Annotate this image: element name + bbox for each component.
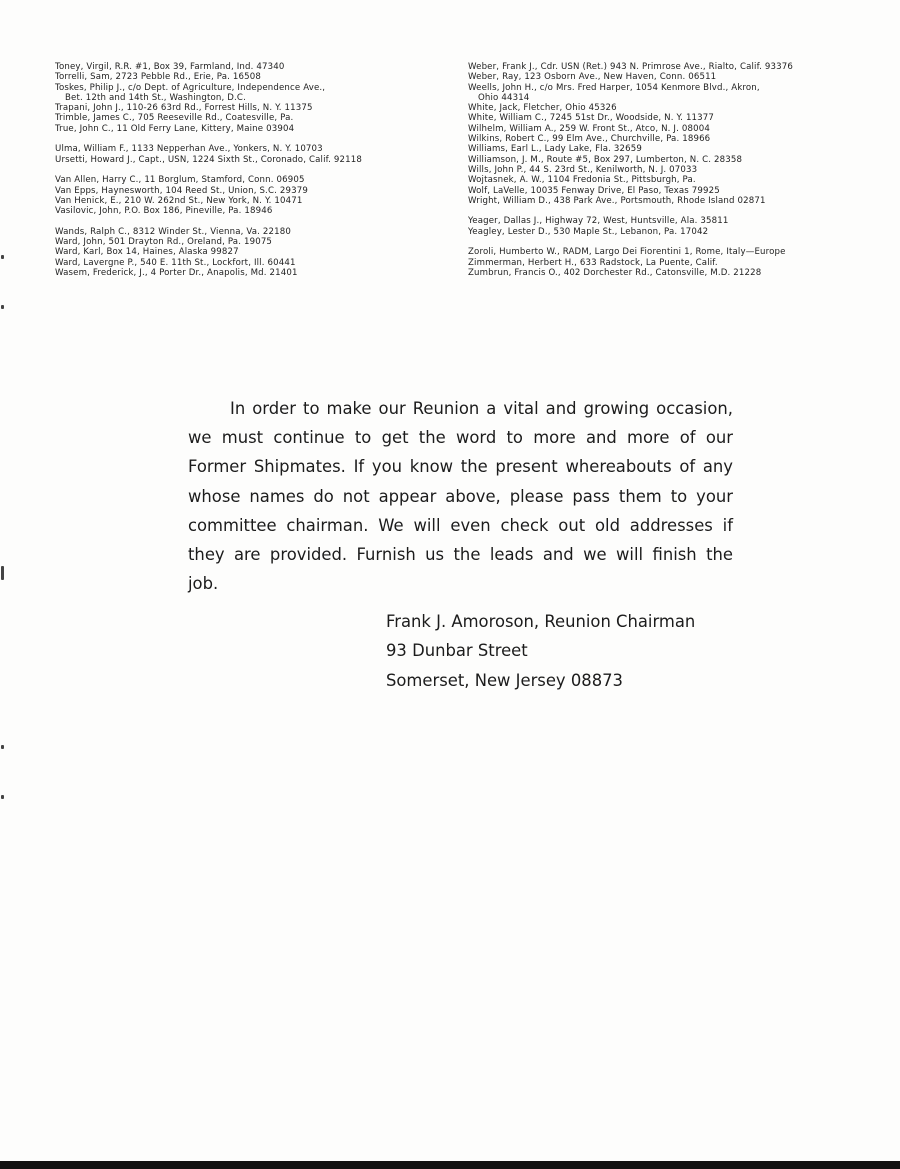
- scan-edge-mark: [1, 305, 4, 309]
- roster-entry-continuation: Ohio 44314: [478, 92, 530, 103]
- roster-entry: Van Henick, E., 210 W. 262nd St., New York, N. Y. 10471: [55, 195, 303, 206]
- roster-entry: Yeagley, Lester D., 530 Maple St., Lebanon, Pa. 17042: [468, 226, 709, 237]
- roster-group-w: [468, 62, 888, 206]
- roster-entry: Wilkins, Robert C., 99 Elm Ave., Churchville, Pa. 18966: [468, 134, 711, 145]
- scan-bottom-edge: [0, 1161, 900, 1169]
- roster-entry: Torrelli, Sam, 2723 Pebble Rd., Erie, Pa. 16508: [55, 72, 261, 83]
- roster-entry: Zoroli, Humberto W., RADM, Largo Dei Fiorentini 1, Rome, Italy—Europe: [468, 247, 786, 258]
- roster-entry: Ward, John, 501 Drayton Rd., Oreland, Pa. 19075: [55, 237, 273, 248]
- roster-right-column: [468, 62, 888, 289]
- signature-city: Somerset, New Jersey 08873: [386, 670, 623, 690]
- roster-group-w: [55, 227, 455, 278]
- notice-line: whose names do not appear above, please pass them to your: [188, 486, 733, 506]
- roster-entry: White, William C., 7245 51st Dr., Woodside, N. Y. 11377: [468, 113, 715, 124]
- roster-entry: Weells, John H., c/o Mrs. Fred Harper, 1054 Kenmore Blvd., Akron,: [468, 82, 760, 93]
- roster-entry: True, John C., 11 Old Ferry Lane, Kittery, Maine 03904: [55, 123, 295, 134]
- roster-entry: Weber, Frank J., Cdr. USN (Ret.) 943 N. Primrose Ave., Rialto, Calif. 93376: [468, 62, 793, 72]
- roster-entry: Wilhelm, William A., 259 W. Front St., Atco, N. J. 08004: [468, 123, 710, 134]
- roster-entry: Wright, William D., 438 Park Ave., Portsmouth, Rhode Island 02871: [468, 195, 766, 206]
- roster-entry: Vasilovic, John, P.O. Box 186, Pineville, Pa. 18946: [55, 206, 273, 217]
- notice-line: committee chairman. We will even check out old addresses if: [188, 515, 733, 535]
- roster-entry: Trapani, John J., 110-26 63rd Rd., Forrest Hills, N. Y. 11375: [55, 103, 313, 114]
- roster-entry: Williamson, J. M., Route #5, Box 297, Lumberton, N. C. 28358: [468, 154, 743, 165]
- roster-entry: Zimmerman, Herbert H., 633 Radstock, La Puente, Calif.: [468, 257, 718, 268]
- notice-line: we must continue to get the word to more and more of our: [188, 428, 733, 448]
- roster-entry: Wolf, LaVelle, 10035 Fenway Drive, El Paso, Texas 79925: [468, 185, 720, 196]
- roster-group-t: [55, 62, 455, 134]
- roster-entry: White, Jack, Fletcher, Ohio 45326: [468, 103, 617, 114]
- notice-line: In order to make our Reunion a vital and growing occasion,: [230, 399, 733, 418]
- roster-entry: Ursetti, Howard J., Capt., USN, 1224 Sixth St., Coronado, Calif. 92118: [55, 154, 363, 165]
- scan-edge-mark: [1, 255, 4, 259]
- notice-line: Former Shipmates. If you know the present whereabouts of any: [188, 457, 733, 477]
- roster-entry: Wills, John P., 44 S. 23rd St., Kenilworth, N. J. 07033: [468, 164, 698, 175]
- roster-entry: Wasem, Frederick, J., 4 Porter Dr., Anapolis, Md. 21401: [55, 267, 298, 278]
- roster-entry: Weber, Ray, 123 Osborn Ave., New Haven, Conn. 06511: [468, 72, 717, 83]
- roster-group-z: [468, 247, 888, 278]
- notice-line: job.: [188, 574, 219, 594]
- roster-entry: Toney, Virgil, R.R. #1, Box 39, Farmland, Ind. 47340: [55, 62, 285, 72]
- roster-entry: Wands, Ralph C., 8312 Winder St., Vienna, Va. 22180: [55, 226, 292, 237]
- scan-edge-mark: [1, 795, 4, 799]
- roster-group-y: [468, 216, 888, 237]
- roster-entry: Zumbrun, Francis O., 402 Dorchester Rd., Catonsville, M.D. 21228: [468, 267, 762, 278]
- roster-entry: Trimble, James C., 705 Reeseville Rd., Coatesville, Pa.: [55, 113, 294, 124]
- roster-group-v: [55, 175, 455, 216]
- signature-block: [386, 607, 695, 695]
- scan-edge-mark: [1, 566, 4, 580]
- roster-entry: Yeager, Dallas J., Highway 72, West, Huntsville, Ala. 35811: [468, 216, 729, 227]
- roster-entry: Toskes, Philip J., c/o Dept. of Agriculture, Independence Ave.,: [55, 82, 326, 93]
- roster-group-u: [55, 144, 455, 165]
- roster-entry-continuation: Bet. 12th and 14th St., Washington, D.C.: [65, 92, 246, 103]
- roster-left-column: [55, 62, 455, 289]
- roster-entry: Williams, Earl L., Lady Lake, Fla. 32659: [468, 144, 642, 155]
- roster-entry: Van Allen, Harry C., 11 Borglum, Stamford, Conn. 06905: [55, 175, 305, 186]
- roster-entry: Van Epps, Haynesworth, 104 Reed St., Union, S.C. 29379: [55, 185, 308, 196]
- scan-edge-mark: [1, 745, 4, 749]
- roster-entry: Wojtasnek, A. W., 1104 Fredonia St., Pittsburgh, Pa.: [468, 175, 696, 186]
- notice-line: they are provided. Furnish us the leads and we will finish the: [188, 545, 733, 565]
- signature-name-title: Frank J. Amoroson, Reunion Chairman: [386, 612, 696, 631]
- reunion-notice-paragraph: [188, 394, 733, 598]
- signature-street: 93 Dunbar Street: [386, 641, 528, 661]
- roster-entry: Ward, Lavergne P., 540 E. 11th St., Lockfort, Ill. 60441: [55, 257, 296, 268]
- roster-entry: Ward, Karl, Box 14, Haines, Alaska 99827: [55, 247, 239, 258]
- roster-entry: Ulma, William F., 1133 Nepperhan Ave., Yonkers, N. Y. 10703: [55, 144, 323, 155]
